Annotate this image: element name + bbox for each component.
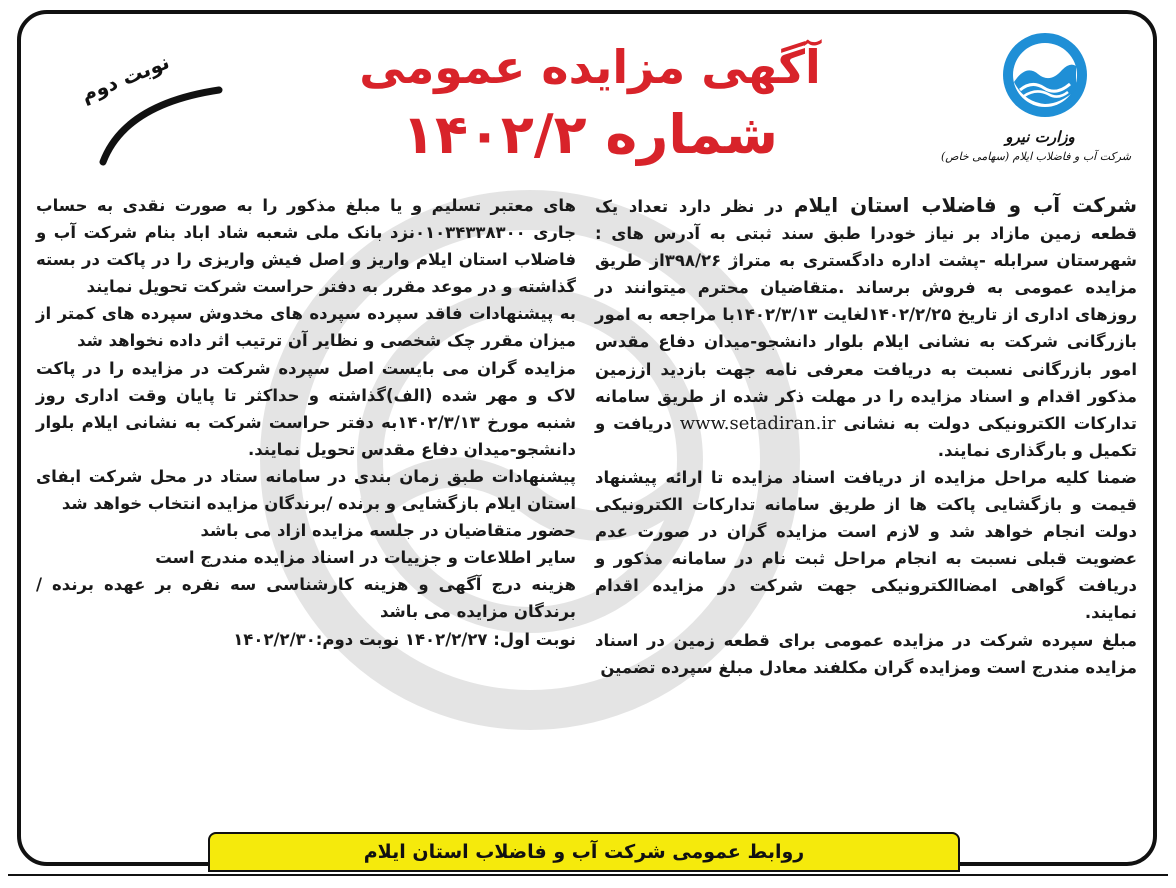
- public-relations-footer: روابط عمومی شرکت آب و فاضلاب استان ایلام: [208, 832, 960, 872]
- paragraph-envelope: مزایده گران می بایست اصل سپرده شرکت در مزایده را در پاکت لاک و مهر شده (الف)گذاشته و حداکثر تا پایان وقت اداری روز شنبه مورخ ۱۴۰۲/۳/۱۳به دفتر حراست شرکت به نشانی ایلام بلوار دانشجو-میدان دفاع مقدس تحویل نمایند.: [36, 358, 576, 459]
- company-subtitle: شرکت آب و فاضلاب ایلام (سهامی خاص): [940, 150, 1132, 163]
- left-column: [36, 192, 576, 653]
- paragraph-account: های معتبر تسلیم و یا مبلغ مذکور را به صورت نقدی به حساب جاری ۰۱۰۳۴۳۳۸۳۰۰نزد بانک ملی شعبه شاد اباد بنام شرکت آب و فاضلاب استان ایلام واریز و اصل فیش واریزی را در پاکت در بسته گذاشته و در موعد مقرر به دفتر حراست شرکت تحویل نمایند: [36, 196, 577, 297]
- paragraph-invalid-deposit: به پیشنهادات فاقد سپرده سپرده های مخدوش سپرده های کمتر از میزان مقرر چک شخصی و نظایر آن ترتیب اثر داده نخواهد شد: [36, 304, 576, 351]
- paragraph-deposit: مبلغ سپرده شرکت در مزایده عمومی برای قطعه زمین در اسناد مزایده مندرج است ومزایده گران مکلفند معادل مبلغ سپرده تضمین: [595, 630, 1137, 677]
- intro-paragraph: [595, 192, 1137, 464]
- paragraph-attendance: حضور متقاضیان در جلسه مزایده ازاد می باشد: [200, 521, 576, 541]
- right-column: [595, 192, 1137, 681]
- ministry-label: وزارت نیرو: [1005, 128, 1075, 146]
- intro-text-end: دریافت و تکمیل و بارگذاری نمایند.: [595, 413, 1137, 460]
- intro-text: در نظر دارد تعداد یک قطعه زمین مازاد بر نیاز خودرا طبق سند ثبتی به آدرس های : شهرستان سرابله -پشت اداره دادگستری به متراژ ۳۹۸/۲۶از طریق مزایده عمومی به فروش برساند .متقاضیان محترم میتوانند در روزهای اداری از تاریخ ۱۴۰۲/۲/۲۵لغایت ۱۴۰۲/۳/۱۳با مراجعه به امور بازرگانی شرکت به نشانی ایلام بلوار دانشجو-میدان دفاع مقدس امور بازرگانی نسبت به دریافت معرفی نامه جهت بازدید اززمین مذکور اقدام و اسناد مزایده را در مهلت ذکر شده از طریق سامانه تدارکات الکترونیکی دولت به نشانی: [595, 197, 1138, 433]
- paragraph-opening: پیشنهادات طبق زمان بندی در سامانه ستاد در محل شرکت ابفای استان ایلام بازگشایی و برنده /برندگان مزایده انتخاب خواهد شد: [36, 466, 576, 514]
- page-title: آگهی مزایده عمومی: [359, 40, 821, 94]
- company-name: شرکت آب و فاضلاب استان ایلام: [793, 193, 1137, 217]
- page-divider: [8, 874, 1168, 876]
- round-badge: نوبت دوم: [77, 49, 173, 107]
- arc-decoration-icon: [95, 80, 225, 170]
- paragraph-details: سایر اطلاعات و جزییات در اسناد مزایده مندرج است: [155, 548, 576, 568]
- paragraph-dates: نوبت اول: ۱۴۰۲/۲/۲۷ نوبت دوم:۱۴۰۲/۲/۳۰: [233, 629, 576, 649]
- setadiran-link[interactable]: www.setadiran.ir: [679, 412, 836, 434]
- notice-number: شماره ۱۴۰۲/۲: [402, 103, 778, 166]
- water-company-logo-icon: [1000, 30, 1090, 120]
- paragraph-costs: هزینه درج آگهی و هزینه کارشناسی سه نفره بر عهده برنده / برندگان مزایده می باشد: [36, 575, 576, 622]
- paragraph-electronic: ضمنا کلیه مراحل مزایده از دریافت اسناد مزایده تا ارائه پیشنهاد قیمت و بازگشایی پاکت ها از طریق سامانه تدارکات الکترونیکی دولت انجام خواهد شد و لازم است مزایده گران در صورت عدم عضویت قبلی نسبت به انجام مراحل ثبت نام در سامانه مذکور و دریافت گواهی امضاالکترونیکی جهت شرکت در مزایده اقدام نمایند.: [595, 467, 1137, 623]
